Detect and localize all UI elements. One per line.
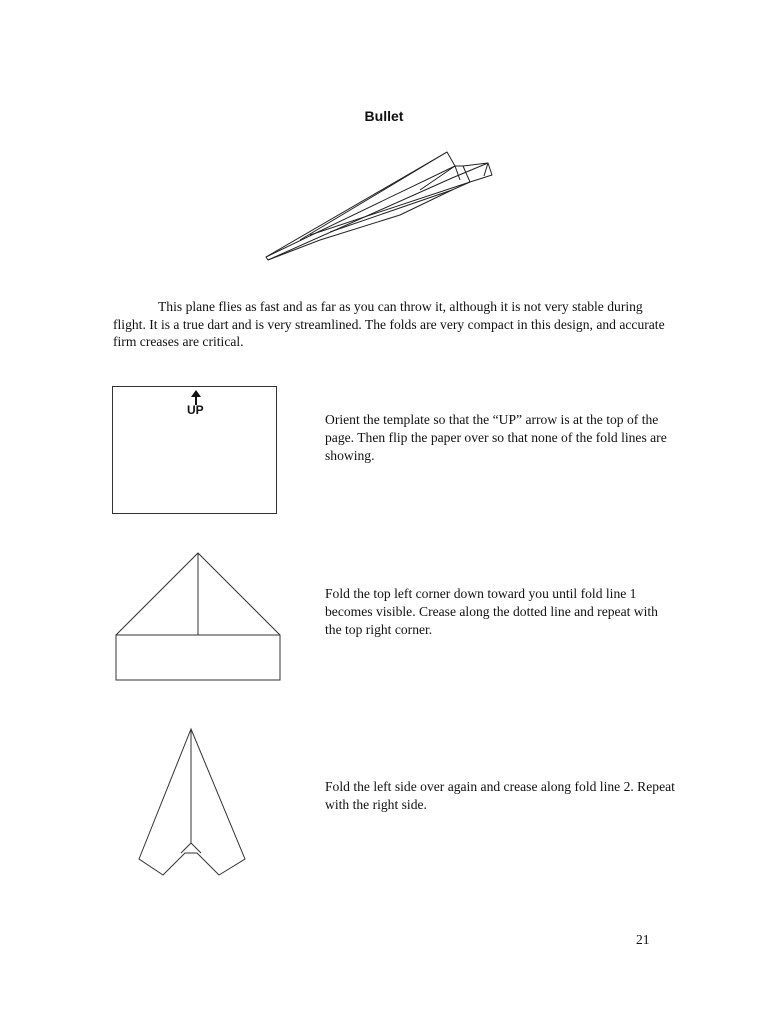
step-3-figure: [135, 725, 251, 879]
step-1-figure: [112, 386, 278, 521]
page-title: Bullet: [364, 108, 404, 124]
step-2-text: Fold the top left corner down toward you until fold line 1 becomes visible. Crease along the dotted line and repeat with the top right corner.: [325, 586, 658, 637]
intro-paragraph: This plane flies as fast and as far as you can throw it, although it is not very stable during flight. It is a true dart and is very streamlined. The folds are very compact in this design, and accurate firm creases are critical.: [113, 299, 665, 349]
step-1-text: Orient the template so that the “UP” arrow is at the top of the page. Then flip the paper over so that none of the fold lines are showing.: [325, 412, 667, 463]
paper-airplane-illustration: [262, 148, 498, 264]
page-number: 21: [636, 932, 650, 947]
step-3-text: Fold the left side over again and crease along fold line 2. Repeat with the right side.: [325, 779, 675, 812]
step-2-figure: [114, 551, 282, 683]
up-label: UP: [187, 403, 204, 417]
